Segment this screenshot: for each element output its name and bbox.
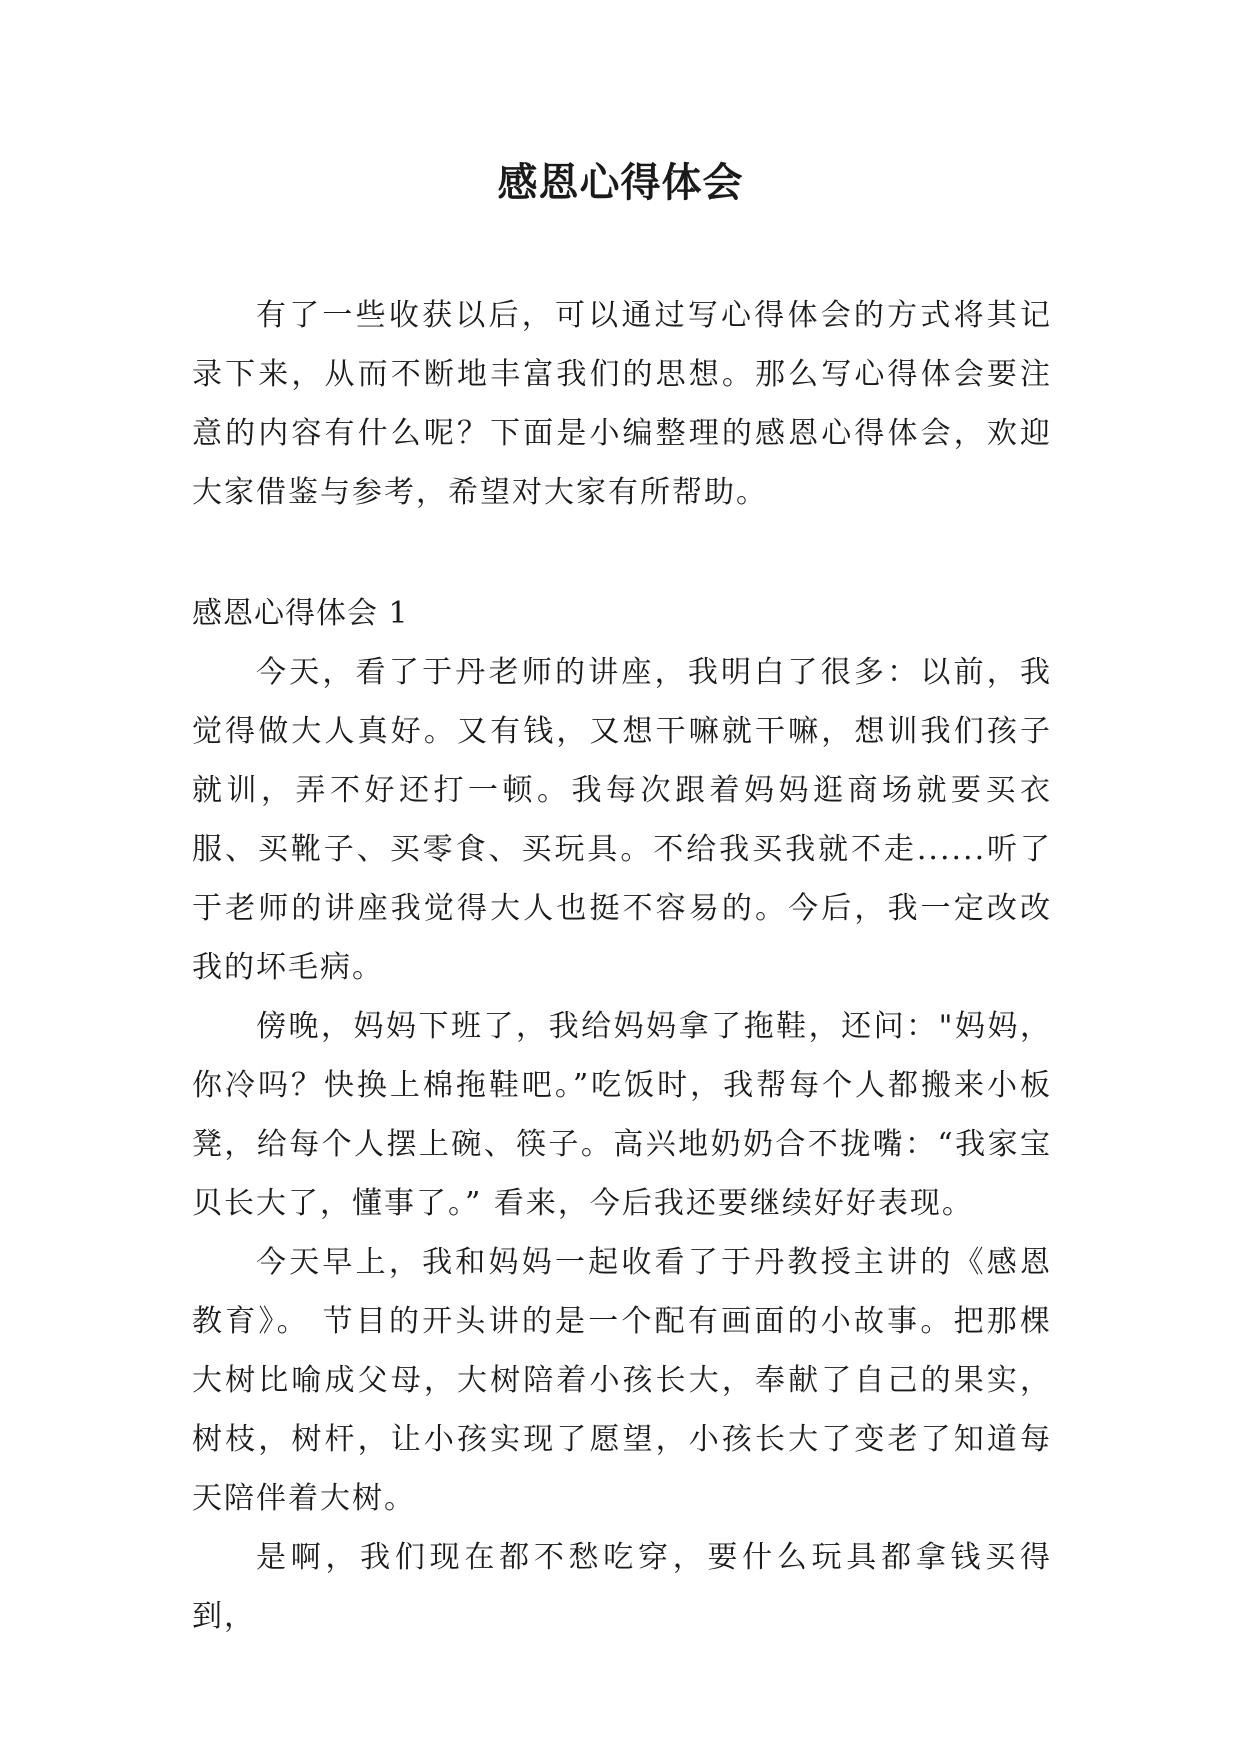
intro-paragraph: 有了一些收获以后，可以通过写心得体会的方式将其记录下来，从而不断地丰富我们的思想。那么写心得体会要注意的内容有什么呢？下面是小编整理的感恩心得体会，欢迎大家借鉴与参考，希望对大家有所帮助。 bbox=[192, 298, 1052, 510]
body-paragraph: 今天早上，我和妈妈一起收看了于丹教授主讲的《感恩教育》。 节目的开头讲的是一个配有画面的小故事。把那棵大树比喻成父母，大树陪着小孩长大，奉献了自己的果实，树枝，树杆，让小孩实现了愿望，小孩长大了变老了知道每天陪伴着大树。 bbox=[192, 1245, 1052, 1516]
document-body bbox=[192, 286, 1052, 1646]
section-heading: 感恩心得体会 1 bbox=[192, 596, 409, 631]
document-title: 感恩心得体会 bbox=[497, 160, 744, 206]
body-paragraph: 今天，看了于丹老师的讲座，我明白了很多：以前，我觉得做大人真好。又有钱，又想干嘛就干嘛，想训我们孩子就训，弄不好还打一顿。我每次跟着妈妈逛商场就要买衣服、买靴子、买零食、买玩具。不给我买我就不走......听了于老师的讲座我觉得大人也挺不容易的。今后，我一定改改我的坏毛病。 bbox=[192, 655, 1052, 985]
body-paragraph: 傍晚，妈妈下班了，我给妈妈拿了拖鞋，还问："妈妈，你冷吗？快换上棉拖鞋吧。”吃饭时，我帮每个人都搬来小板凳，给每个人摆上碗、筷子。高兴地奶奶合不拢嘴：“我家宝贝长大了，懂事了。” 看来，今后我还要继续好好表现。 bbox=[192, 1009, 1052, 1221]
body-paragraph: 是啊，我们现在都不愁吃穿，要什么玩具都拿钱买得到， bbox=[192, 1540, 1052, 1634]
